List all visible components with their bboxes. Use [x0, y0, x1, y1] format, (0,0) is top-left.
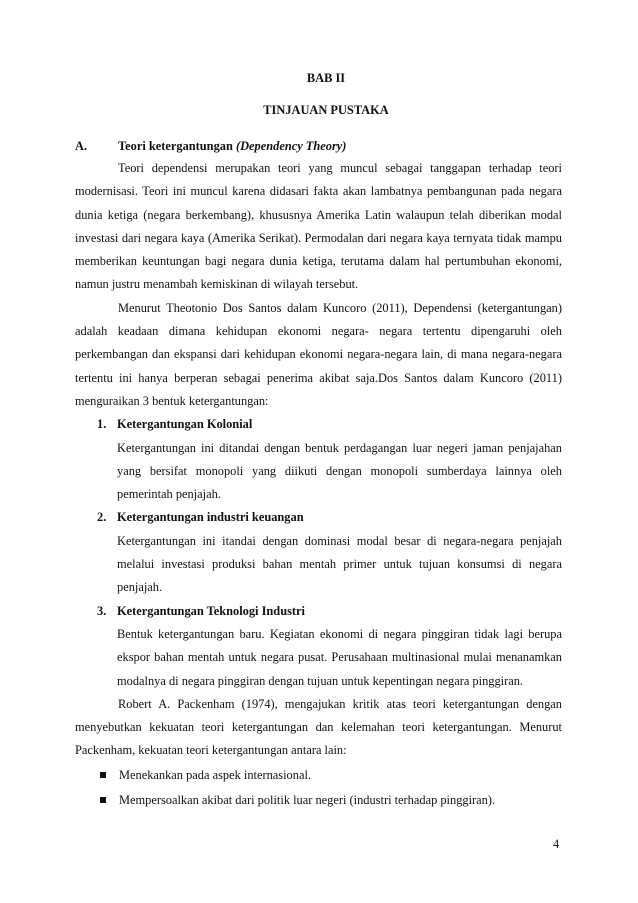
- dependency-forms-list: [75, 413, 562, 693]
- list-item: [75, 506, 562, 599]
- bullet-text: Mempersoalkan akibat dari politik luar negeri (industri terhadap pinggiran).: [119, 792, 496, 807]
- list-item: [75, 413, 562, 506]
- list-item-body: Bentuk ketergantungan baru. Kegiatan ekonomi di negara pinggiran tidak lagi berupa ekspor bahan mentah untuk negara pusat. Perusahaan multinasional mulai menanamkan modalnya di negara pinggiran dengan tujuan untuk kepentingan negara pinggiran.: [117, 626, 562, 688]
- bullet-item: [75, 788, 562, 813]
- list-item-title: Ketergantungan Kolonial: [117, 417, 253, 432]
- bullet-item: [75, 763, 562, 788]
- page-number: 4: [553, 837, 560, 851]
- list-item: [75, 600, 562, 693]
- section-heading: [75, 135, 562, 157]
- paragraph-dos-santos: Menurut Theotonio Dos Santos dalam Kuncoro (2011), Dependensi (ketergantungan) adalah keadaan dimana kehidupan ekonomi negara- negara tertentu dipengaruhi oleh perkembangan dan ekspansi dari kehidupan ekonomi negara-negara lain, di mana negara-negara tertentu ini hanya berperan sebagai penerima akibat saja.Dos Santos dalam Kuncoro (2011) menguraikan 3 bentuk ketergantungan:: [75, 300, 562, 408]
- square-bullet-icon: [100, 797, 106, 803]
- chapter-number: BAB II: [306, 71, 346, 85]
- strengths-list: [75, 763, 562, 813]
- section-title: Teori ketergantungan: [118, 139, 233, 153]
- section-letter: A.: [75, 139, 88, 153]
- list-number: 3.: [97, 603, 107, 618]
- square-bullet-icon: [100, 772, 106, 778]
- list-number: 2.: [97, 510, 107, 525]
- paragraph-dependency-intro: Teori dependensi merupakan teori yang muncul sebagai tanggapan terhadap teori modernisasi. Teori ini muncul karena didasari fakta akan lambatnya pembangunan pada negara dunia ketiga (negara berkembang), khususnya Amerika Latin walaupun telah diberikan modal investasi dari negara kaya (Amerika Serikat). Permodalan dari negara kaya ternyata tidak mampu memberikan keuntungan bagi negara dunia ketiga, terutama dalam hal pertumbuhan ekonomi, namun justru menambah kemiskinan di wilayah tersebut.: [75, 161, 562, 292]
- list-item-title: Ketergantungan industri keuangan: [117, 510, 304, 525]
- list-item-title: Ketergantungan Teknologi Industri: [117, 603, 305, 618]
- chapter-title: TINJAUAN PUSTAKA: [263, 103, 389, 117]
- bullet-text: Menekankan pada aspek internasional.: [119, 767, 311, 782]
- list-number: 1.: [97, 417, 107, 432]
- list-item-body: Ketergantungan ini itandai dengan dominasi modal besar di negara-negara penjajah melalui investasi produksi bahan mentah primer untuk tujuan konsumsi di negara penjajah.: [117, 533, 562, 595]
- list-item-body: Ketergantungan ini ditandai dengan bentuk perdagangan luar negeri jaman penjajahan yang bersifat monopoli yang diikuti dengan monopoli sumberdaya lainnya oleh pemerintah penjajah.: [117, 440, 562, 502]
- page-content: [75, 70, 562, 813]
- paragraph-packenham: Robert A. Packenham (1974), mengajukan kritik atas teori ketergantungan dengan menyebutkan kekuatan teori ketergantungan dan kelemahan teori ketergantungan. Menurut Packenham, kekuatan teori ketergantungan antara lain:: [75, 696, 562, 758]
- section-title-italic: (Dependency Theory): [235, 139, 347, 153]
